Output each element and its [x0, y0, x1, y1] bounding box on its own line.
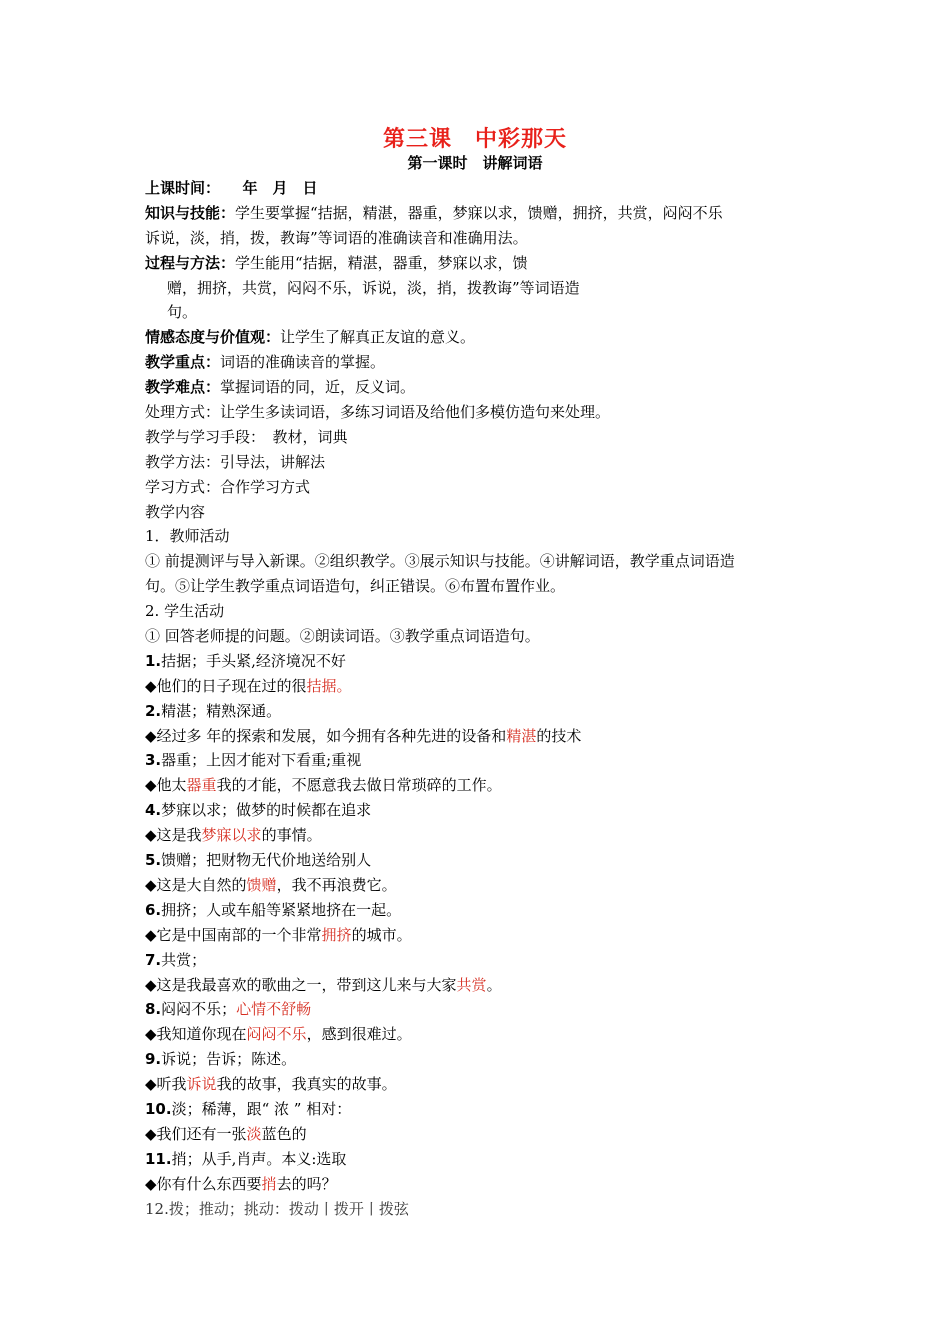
student-activity-heading: 2. 学生活动: [145, 602, 225, 621]
vocab-example-highlight: 拮据。: [306, 676, 352, 695]
vocab-definition: [145, 997, 825, 1022]
process-line-2: 赠，拥挤，共赏，闷闷不乐，诉说，淡，捎，拨教诲”等词语造: [167, 278, 580, 297]
vocab-example-text: ◆这是大自然的: [145, 875, 247, 894]
means-line: 教学与学习手段： 教材，词典: [145, 427, 348, 446]
vocab-number: 11.: [145, 1149, 172, 1168]
vocab-example-text: ，我不再浪费它。: [276, 875, 397, 894]
vocab-example: [145, 923, 825, 948]
knowledge-line: [145, 201, 825, 226]
vocab-example-highlight: 共赏: [456, 975, 487, 994]
vocab-number: 8.: [145, 1000, 162, 1019]
vocab-number: 1.: [145, 651, 162, 670]
vocab-example-text: 我的故事，我真实的故事。: [216, 1075, 397, 1094]
vocab-item-12: 12.拨；推动；挑动：拨动丨拨开丨拨弦: [145, 1199, 409, 1218]
vocab-example-text: ◆我们还有一张: [145, 1124, 247, 1143]
key-point-line: [145, 350, 825, 375]
class-time-line: [145, 176, 825, 201]
vocab-example-highlight: 诉说: [186, 1075, 217, 1094]
vocab-number: 10.: [145, 1099, 172, 1118]
vocab-example-text: ◆你有什么东西要: [145, 1174, 262, 1193]
difficult-point-line: [145, 375, 825, 400]
vocab-example-text: ◆这是我最喜欢的歌曲之一，带到这儿来与大家: [145, 975, 457, 994]
vocab-number: 6.: [145, 900, 162, 919]
vocab-example: [145, 873, 825, 898]
vocab-definition: [145, 948, 825, 973]
vocab-example-highlight: 捎: [261, 1174, 277, 1193]
vocab-number: 2.: [145, 701, 162, 720]
vocab-number: 9.: [145, 1050, 162, 1069]
vocab-definition-text: 捎；从手,肖声。本义:选取: [171, 1149, 347, 1168]
vocab-example: [145, 724, 825, 749]
vocab-definition-text: 器重；上因才能对下看重;重视: [161, 751, 362, 770]
vocab-definition-highlight: 心情不舒畅: [236, 1000, 312, 1019]
teacher-steps-line-2: 句。⑤让学生教学重点词语造句，纠正错误。⑥布置布置作业。: [145, 577, 566, 596]
vocab-example-text: 我的才能，不愿意我去做日常琐碎的工作。: [216, 776, 502, 795]
vocab-example-text: ，感到很难过。: [306, 1025, 412, 1044]
vocab-example-highlight: 梦寐以求: [201, 826, 262, 845]
vocab-definition: [145, 1047, 825, 1072]
vocab-definition: [145, 1147, 825, 1172]
difficult-point-text: 掌握词语的同，近，反义词。: [220, 378, 416, 397]
vocab-example-highlight: 淡: [246, 1124, 262, 1143]
method-line: 教学方法：引导法，讲解法: [145, 452, 326, 471]
knowledge-line-2: 诉说，淡，捎，拨，教诲”等词语的准确读音和准确用法。: [145, 228, 528, 247]
vocab-example: [145, 1172, 825, 1197]
vocab-example-text: ◆他们的日子现在过的很: [145, 676, 307, 695]
vocab-number: 4.: [145, 801, 162, 820]
vocab-definition-text: 精湛；精熟深通。: [161, 701, 282, 720]
vocab-example-text: ◆我知道你现在: [145, 1025, 247, 1044]
content-heading: 教学内容: [145, 502, 206, 521]
vocab-example-text: 。: [486, 975, 502, 994]
learning-line: 学习方式：合作学习方式: [145, 477, 311, 496]
vocab-example: [145, 823, 825, 848]
vocab-example: [145, 1072, 825, 1097]
vocab-example-text: ◆听我: [145, 1075, 187, 1094]
vocab-example-text: 的城市。: [351, 925, 412, 944]
vocab-example-highlight: 拥挤: [321, 925, 352, 944]
vocab-definition-text: 淡；稀薄，跟“ 浓 ” 相对：: [171, 1099, 352, 1118]
vocab-example-highlight: 馈赠: [246, 875, 277, 894]
teacher-activity-heading: 1．教师活动: [145, 527, 230, 546]
vocab-definition-text: 共赏；: [161, 950, 207, 969]
emotion-text: 让学生了解真正友谊的意义。: [280, 328, 476, 347]
process-line-3: 句。: [167, 303, 198, 322]
vocab-example: [145, 973, 825, 998]
vocab-number: 5.: [145, 851, 162, 870]
vocab-example: [145, 1122, 825, 1147]
vocab-definition-text: 诉说；告诉；陈述。: [161, 1050, 297, 1069]
emotion-line: [145, 325, 825, 350]
process-text: 学生能用“拮据，精湛，器重，梦寐以求，馈: [235, 253, 528, 272]
vocab-example: [145, 773, 825, 798]
vocab-example: [145, 1022, 825, 1047]
vocab-number: 3.: [145, 751, 162, 770]
vocab-definition-text: 拥挤；人或车船等紧紧地挤在一起。: [161, 900, 402, 919]
vocab-definition: [145, 1097, 825, 1122]
key-point-text: 词语的准确读音的掌握。: [220, 353, 386, 372]
handling-line: 处理方式：让学生多读词语，多练习词语及给他们多模仿造句来处理。: [145, 403, 611, 422]
lesson-subtitle: 第一课时 讲解词语: [407, 154, 543, 172]
teacher-steps-line: ① 前提测评与导入新课。②组织教学。③展示知识与技能。④讲解词语，教学重点词语造: [145, 552, 735, 571]
vocab-example-text: 去的吗？: [276, 1174, 337, 1193]
vocab-definition-text: 梦寐以求；做梦的时候都在追求: [161, 801, 372, 820]
process-line: [145, 251, 825, 276]
emotion-label: 情感态度与价值观：: [145, 328, 281, 347]
vocab-example-text: ◆经过多 年的探索和发展，如今拥有各种先进的设备和: [145, 726, 507, 745]
vocab-list: [145, 649, 825, 1197]
vocab-example-highlight: 闷闷不乐: [246, 1025, 307, 1044]
vocab-definition: [145, 699, 825, 724]
vocab-example-text: 蓝色的: [261, 1124, 307, 1143]
vocab-definition: [145, 649, 825, 674]
class-time-value: 年 月 日: [212, 179, 318, 197]
student-steps-line: ① 回答老师提的问题。②朗读词语。③教学重点词语造句。: [145, 627, 540, 646]
knowledge-text: 学生要掌握“拮据，精湛，器重，梦寐以求，馈赠，拥挤，共赏，闷闷不乐: [235, 203, 723, 222]
lesson-title: 第三课 中彩那天: [382, 127, 567, 152]
vocab-number: 7.: [145, 950, 162, 969]
vocab-definition-text: 闷闷不乐；: [161, 1000, 237, 1019]
key-point-label: 教学重点：: [145, 353, 221, 372]
vocab-example-text: 的事情。: [261, 826, 322, 845]
vocab-example-highlight: 器重: [186, 776, 217, 795]
vocab-definition-text: 馈赠；把财物无代价地送给别人: [161, 851, 372, 870]
lesson-body: [145, 176, 825, 1221]
vocab-example-text: ◆他太: [145, 776, 187, 795]
knowledge-label: 知识与技能：: [145, 203, 236, 222]
vocab-example-highlight: 精湛: [506, 726, 537, 745]
vocab-definition-text: 拮据；手头紧,经济境况不好: [161, 651, 346, 670]
process-label: 过程与方法：: [145, 253, 236, 272]
vocab-definition: [145, 748, 825, 773]
vocab-example-text: ◆它是中国南部的一个非常: [145, 925, 322, 944]
vocab-definition: [145, 848, 825, 873]
vocab-example-text: 的技术: [536, 726, 582, 745]
vocab-definition: [145, 798, 825, 823]
difficult-point-label: 教学难点：: [145, 378, 221, 397]
class-time-label: 上课时间：: [145, 179, 213, 197]
vocab-definition: [145, 898, 825, 923]
vocab-example-text: ◆这是我: [145, 826, 202, 845]
vocab-example: [145, 674, 825, 699]
